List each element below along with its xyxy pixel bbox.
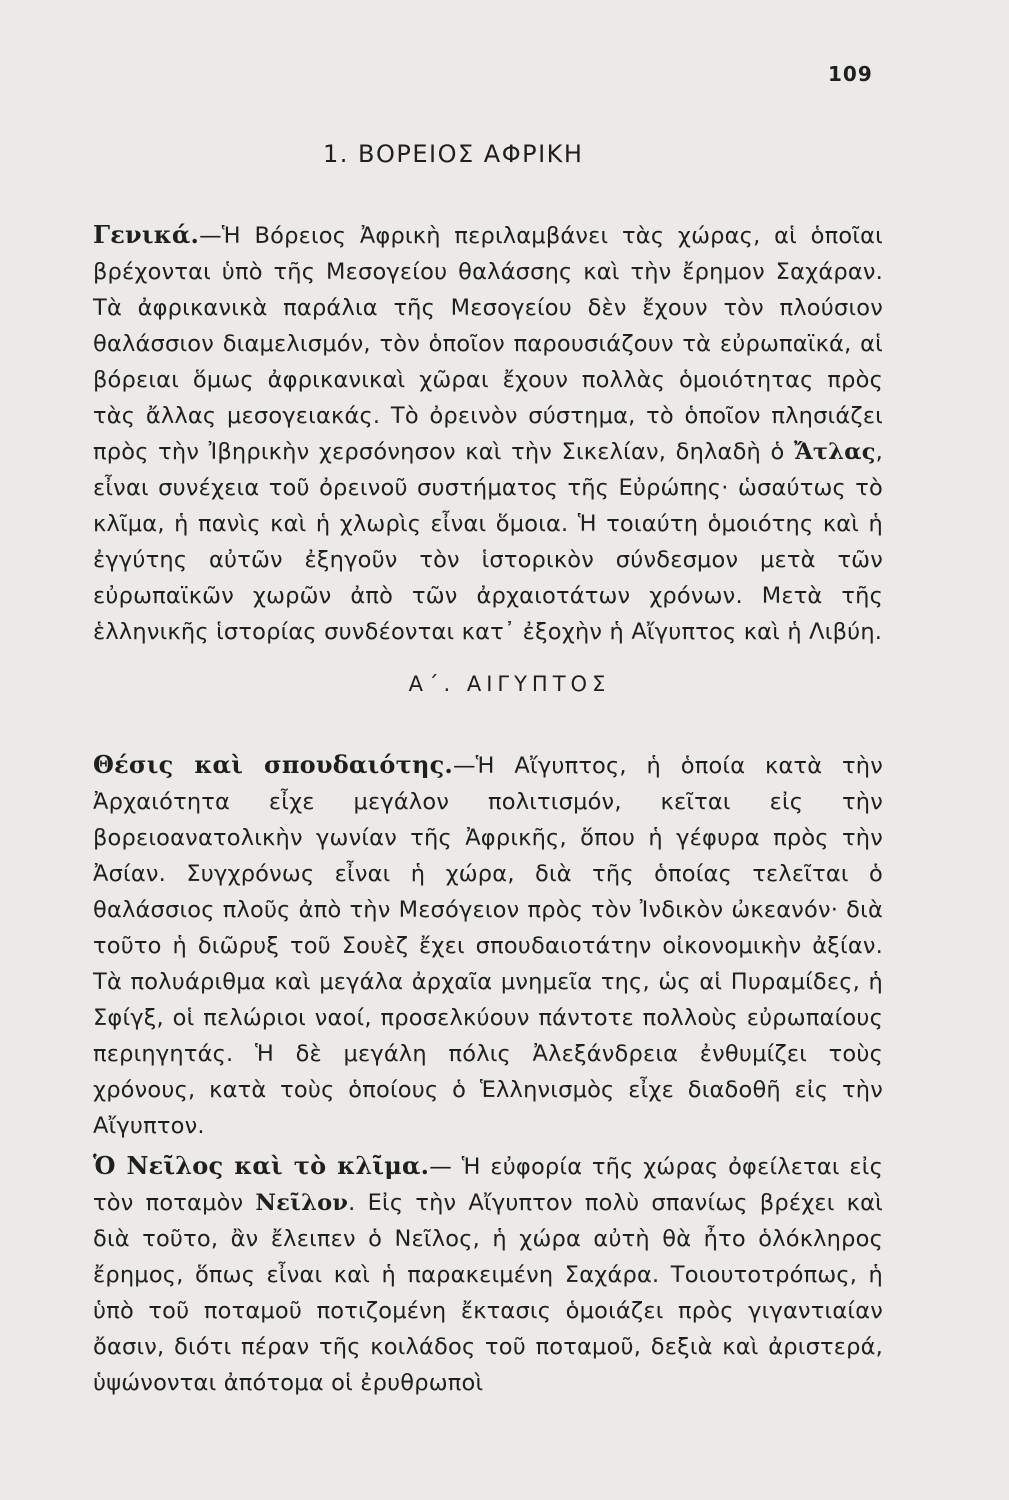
paragraph-body: — Ἡ εὐφορία τῆς χώρας ὀφείλεται εἰς τὸν ποταμὸν <box>93 1153 884 1216</box>
emphasized-term: Νεῖλον <box>255 1189 349 1216</box>
paragraph-lead: Θέσις καὶ σπουδαιότης. <box>93 749 453 779</box>
paragraph-body: —Ἡ Αἴγυπτος, ἡ ὁποία κατὰ τὴν Ἀρχαιότητα εἶχε μεγάλον πολιτισμόν, κεῖται εἰς τὴν βορειοανατολικὴν γωνίαν τῆς Ἀφρικῆς, ὅπου ἡ γέφυρα πρὸς τὴν Ἀσίαν. Συγχρόνως εἶναι ἡ χώρα, διὰ τῆς ὁποίας τελεῖται ὁ θαλάσσιος πλοῦς ἀπὸ τὴν Μεσόγειον πρὸς τὸν Ἰνδικὸν ὠκεανόν· διὰ τοῦτο ἡ διῶρυξ τοῦ Σουὲζ ἔχει σπουδαιοτάτην οἰκονομικὴν ἀξίαν. Τὰ πολυάριθμα καὶ μεγάλα ἀρχαῖα μνημεῖα της, ὡς αἱ Πυραμίδες, ἡ Σφίγξ, οἱ πελώριοι ναοί, προσελκύουν πάντοτε πολλοὺς εὐρωπαίους περιηγητάς. Ἡ δὲ μεγάλη πόλις Ἀλεξάνδρεια ἐνθυμίζει τοὺς χρόνους, κατὰ τοὺς ὁποίους ὁ Ἑλληνισμὸς εἶχε διαδοθῆ εἰς τὴν Αἴγυπτον. <box>93 752 884 1139</box>
subsection-heading: Α΄. ΑΙΓΥΠΤΟΣ <box>408 672 611 696</box>
section-heading: 1. ΒΟΡΕΙΟΣ ΑΦΡΙΚΗ <box>323 140 584 168</box>
paragraph-body: —Ἡ Βόρειος Ἀφρικὴ περιλαμβάνει τὰς χώρας, αἱ ὁποῖαι βρέχονται ὑπὸ τῆς Μεσογείου θαλάσσης καὶ τὴν ἔρημον Σαχάραν. Τὰ ἀφρικανικὰ παράλια τῆς Μεσογείου δὲν ἔχουν τὸν πλούσιον θαλάσσιον διαμελισμόν, τὸν ὁποῖον παρουσιάζουν τὰ εὐρωπαϊκά, αἱ βόρειαι ὅμως ἀφρικανικαὶ χῶραι ἔχουν πολλὰς ὁμοιότητας πρὸς τὰς ἄλλας μεσογειακάς. Τὸ ὀρεινὸν σύστημα, τὸ ὁποῖον πλησιάζει πρὸς τὴν Ἰβηρικὴν χερσόνησον καὶ τὴν Σικελίαν, δηλαδὴ ὁ <box>93 222 883 465</box>
paragraph-nile <box>93 1148 883 1401</box>
page-number: 109 <box>828 62 873 86</box>
paragraph-lead: Ὁ Νεῖλος καὶ τὸ κλῖμα. <box>93 1150 430 1180</box>
paragraph-body-continued: . Εἰς τὴν Αἴγυπτον πολὺ σπανίως βρέχει καὶ διὰ τοῦτο, ἂν ἔλειπεν ὁ Νεῖλος, ἡ χώρα αὐτὴ θὰ ἦτο ὁλόκληρος ἔρημος, ὅπως εἶναι καὶ ἡ παρακειμένη Σαχάρα. Τοιουτοτρόπως, ἡ ὑπὸ τοῦ ποταμοῦ ποτιζομένη ἔκτασις ὁμοιάζει πρὸς γιγαντιαίαν ὄασιν, διότι πέραν τῆς κοιλάδος τοῦ ποταμοῦ, δεξιὰ καὶ ἀριστερά, ὑψώνονται ἀπότομα οἱ ἐρυθρωποὶ <box>93 1189 883 1396</box>
paragraph-lead: Γενικά. <box>93 219 200 249</box>
emphasized-term: Ἄτλας <box>794 438 876 465</box>
paragraph-general <box>93 217 883 650</box>
paragraph-body-continued: , εἶναι συνέχεια τοῦ ὀρεινοῦ συστήματος τῆς Εὐρώπης· ὡσαύτως τὸ κλῖμα, ἡ πανὶς καὶ ἡ χλωρὶς εἶναι ὅμοια. Ἡ τοιαύτη ὁμοιότης καὶ ἡ ἐγγύτης αὐτῶν ἐξηγοῦν τὸν ἱστορικὸν σύνδεσμον μετὰ τῶν εὐρωπαϊκῶν χωρῶν ἀπὸ τῶν ἀρχαιοτάτων χρόνων. Μετὰ τῆς ἑλληνικῆς ἱστορίας συνδέονται κατ᾽ ἐξοχὴν ἡ Αἴγυπτος καὶ ἡ Λιβύη. <box>93 438 883 645</box>
paragraph-position <box>93 747 883 1144</box>
